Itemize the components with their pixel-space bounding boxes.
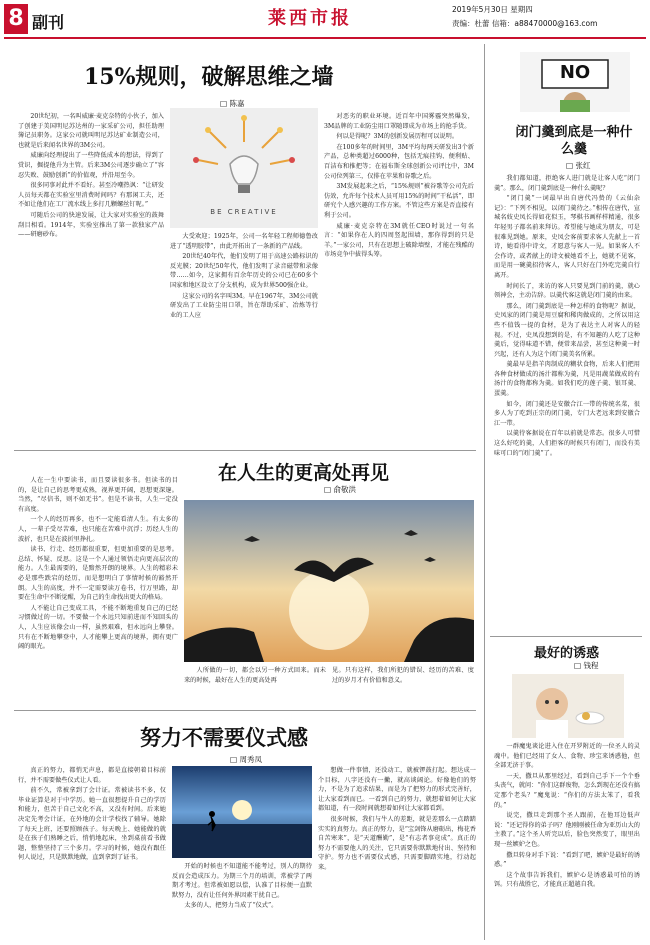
paragraph: 读书、行走、经历都很重要，但更加重要的是思考。总结、怀疑、反思。这是一个人通过领悟走向更高层次的能力。人生最需要的，是黯然开朗的境界。人生的精彩未必是那些跌宕的经历，而是想明白了事情时候的豁然开朗。人生的高度，并不一定需要读万卷书，行万里路，却要在生命中不断觉醒，为自己的生命找出更大的格局。 bbox=[18, 546, 178, 602]
paragraph: 太多的人，把努力当成了“仪式”。 bbox=[184, 902, 278, 910]
paragraph: 时间长了，来访的客人只要见到门前的羹，就心领神会，主动告辞。以羹代客这就是闭门羹的由来。 bbox=[494, 282, 640, 300]
paragraph: 想做一件事情，还没动工，就被锣鼓打起。想达成一个目标，八字还没有一撇，就高谈阔论。好像他们的努力，不是为了追求结果，而是为了把努力的形式完善好，让大家看到而已。一看到自己的努力，就想着如何让大家都知道，有一段时间就想着如何让大家都看到。 bbox=[318, 767, 476, 813]
no-sign-image bbox=[520, 52, 630, 112]
article-column bbox=[18, 476, 178, 704]
article-column bbox=[494, 742, 640, 938]
section-divider bbox=[490, 636, 642, 637]
paragraph: 如今，闭门羹还是安徽合江一带的传统名菜，很多人为了吃到正宗的闭门羹，专门大老远来到安徽合江一带。 bbox=[494, 400, 640, 427]
paragraph: 真正的努力，都悄无声息，都是直接朝着目标前行，并不需要做些仪式让人看。 bbox=[18, 767, 166, 784]
image-caption-text: BE CREATIVE bbox=[210, 208, 278, 216]
paragraph: 开始的时候也不知道能不能考过，别人的期待反而会造成压力。为期三个月的培训，常被学了两期才考过。但常被如愿以偿，认准了目标便一直默默努力，没有让任何外界因素干扰自己。 bbox=[172, 863, 312, 899]
article-column bbox=[324, 112, 474, 448]
paragraph: 人在一生中要读书，而且要读很多书。但读书的目的，是让自己的思考更成熟，视界更开阔，思想更深邃。当然，“尽信书，则不如无书”。但是不读书，人生一定没有高度。 bbox=[18, 477, 178, 513]
paragraph: 见。只有这样，我们所犯的错误、经历的苦难、度过的岁月才有价值和意义。 bbox=[332, 667, 474, 684]
article-title: 最好的诱惑 bbox=[534, 646, 600, 661]
section-divider bbox=[14, 450, 476, 451]
paragraph: 很多时候，我们与牛人的差距，就是差那么一点踏踏实实的真努力。真正的努力，是“宝剑锋从磨砺出，梅花香自苦寒来”，是“天道酬勤”，是“有志者事竟成”。真正的努力不需要他人的关注，它只需要你默默地付出、坚持和守护。努力也不需要仪式感，只需要脚踏实地，行动起来。 bbox=[318, 815, 476, 871]
article-column bbox=[318, 766, 476, 938]
no-sign-text: NO bbox=[559, 62, 591, 83]
article-author: □ 周秀凤 bbox=[230, 754, 262, 765]
article-author: □ 张红 bbox=[566, 160, 590, 171]
article-title: 努力不需要仪式感 bbox=[140, 725, 308, 750]
paragraph: 对恶劣的职业环境。近百年中国雾霾突然爆发，3M品牌的工业防尘用口罩随即成为市场上的抢手货。 bbox=[324, 113, 474, 130]
paragraph: 羹最早是指羊肉制成的糊状食物，后来人们把用各种食材做成的汤汁都称为羹，凡是用蔬菜做成的有汤汁的食物都称为羹。如我们吃的莲子羹、银耳羹、蛋羹。 bbox=[494, 361, 640, 398]
masthead: 莱西市报 bbox=[268, 8, 352, 29]
page-number: 8 bbox=[4, 4, 28, 34]
article-title: 闭门羹到底是一种什么羹 bbox=[515, 125, 633, 157]
article-column bbox=[18, 766, 166, 940]
paragraph: 这个故事告诉我们，嫉妒心是诱惑最可怕的诱饵。只有战胜它，才能真正超越自我。 bbox=[494, 871, 640, 889]
paragraph: 3M发展起来之后，“15%规则”被谷歌等公司先后仿效，允许每个技术人员可用15%的时间“干私活”，即研究个人感兴趣的工作方案。不管这些方案是否直接有利于公司。 bbox=[324, 183, 474, 219]
article-title: 15%规则，破解思维之墙 bbox=[84, 64, 334, 90]
article-column bbox=[170, 232, 318, 448]
paragraph: 威廉·麦克奈特在3M就任CEO时说过一句名言：“如果你在人的四周竖起围墙，那你得到的只是羊。”一家公司，只有在思想上破除墙壁，才能在残酷的市场竞争中拔得头筹。 bbox=[324, 222, 474, 259]
header-rule bbox=[4, 37, 646, 39]
paragraph: 一群魔鬼谈论进入住在开罗附近的一位圣人的灵魂中。他们已经用了女人、食物、珍宝来诱惑他，但全部无济于事。 bbox=[494, 743, 640, 770]
paragraph: 大受欢迎；1925年，公司一名年轻工程师德鲁改进了“透明胶带”，由此开拓出了一条新的产品线。 bbox=[170, 233, 318, 250]
caption-right bbox=[332, 666, 474, 708]
paragraph: 很多同事对此并不看好。甚至冷嘲热讽：“让研发人员每天都在实验室里消费时间吗？有那闲工夫，还不如让他们在工厂流水线上多打几颗螺丝钉呢。” bbox=[18, 182, 164, 209]
paragraph: 撒旦转身对手下说：“看到了吧，嫉妒是最好的诱惑。” bbox=[494, 851, 640, 869]
paragraph: 说完，撒旦走到那个圣人跟前，在他耳边低声说：“还记得你的弟子吗？他刚刚被任命为亚历山大的主教了。”这个圣人听完以后，脸色突然变了，眼里出现一丝嫉妒之色。 bbox=[494, 812, 640, 848]
birds-sunset-image bbox=[184, 500, 474, 662]
editor-line: 责编：杜蕾 信箱：a88470000@163.com bbox=[452, 19, 598, 28]
paragraph: 我们都知道，拒绝客人进门就是让客人吃“闭门羹”。那么，闭门羹到底是一种什么羹呢？ bbox=[494, 175, 640, 192]
issue-date: 2019年5月30日 星期四 bbox=[452, 5, 533, 14]
paragraph: 在100多年的时间里，3M平均每两天研发出3个新产品，总种类超过6000种，包括无痕挂钩、便利贴、百洁布和推把等；在福布斯全球创新公司评比中，3M公司位列第三，仅排在苹果和谷歌之后。 bbox=[324, 143, 474, 180]
paragraph: 这家公司的名字叫3M。早在1967年，3M公司就研发出了工业防尘用口罩，旨在帮助采矿、冶炼等行业的工人应 bbox=[170, 292, 318, 319]
article-title: 在人生的更高处再见 bbox=[218, 462, 390, 484]
baby-photo bbox=[512, 674, 624, 738]
creative-lightbulb-image bbox=[170, 108, 318, 228]
paragraph: 威廉向经理提出了一些降低成本的想法，得到了赏识，掘提他升为主管。后来3M公司逐步确立了“容忍失败、鼓励创新”的价值观，并沿用至今。 bbox=[18, 152, 164, 179]
article-author: □ 陈嘉 bbox=[220, 98, 244, 109]
article-column bbox=[172, 862, 312, 938]
article-column bbox=[494, 174, 640, 636]
paragraph: 20世纪初，一名叫威廉·麦克奈特的小伙子，加入了创建于美国明尼苏达州的一家采矿公司，担任助理簿记员职务。这家公司就叫明尼苏达矿业制造公司，也就是后来闻名世界的3M公司。 bbox=[18, 113, 164, 149]
paragraph: 人不能让自己变成工具，不能不断地重复自己的已经习惯做过的一切。不要做一个永远只知前进而不知回头的人，人生应该像会山一样，虽然艰难，但永远向上攀登。只有在不断地攀登中，人才能攀上更高的境界，拥有更广阔的眼光。 bbox=[18, 604, 178, 651]
paragraph: 前不久，常被拿到了会计证。常被读书不多，仅毕业证算是对于中学历。她一直很想提升自己的学历和能力，但苦于自己文化不高，又没有时间。后来她决定先考会计证，在外地的会计学校找了辅导。她除了每天上班，还要照顾孩子。每天晚上、她能做的就是在孩子们熟睡之后，悄悄地起床，坐到桌前看书做题，整整坚持了三个多月。学习的时候，她没有跟任何人说过，只是默默地做，直到拿到了证书。 bbox=[18, 787, 166, 862]
paragraph: 何以是得呢？3M的创新发展历程可以说明。 bbox=[336, 133, 459, 141]
caption-left bbox=[184, 666, 326, 708]
article-author: □ 钱程 bbox=[574, 660, 598, 671]
paragraph: 人所做的一切，都会以另一种方式回来。而未来的时候，最好在人生的更高处再 bbox=[184, 667, 326, 684]
paragraph: 一天，撒旦从那里经过，看到自己手下一个个垂头丧气，就问：“你们这群废物，怎么到现在还没有搞定那个老头？”魔鬼说：“你们的方法太笨了，看我的。” bbox=[494, 772, 640, 809]
paragraph: 那么，闭门羹到底是一种怎样的食物呢？据说，史凤家的闭门羹是用豆腐和稀肉做成的，之所以用这些不值钱一提的食材，是为了表达主人对客人的轻视。不过，史凤没想到的是，有不知趣的人吃了这种羹后，觉得味道不错，便常来品尝，甚至这种羹一时兴起，还有人为这个闭门羹美名所累。 bbox=[494, 302, 640, 358]
column-divider bbox=[484, 44, 485, 940]
runner-sunrise-image bbox=[172, 766, 312, 858]
article-column bbox=[18, 112, 164, 452]
paragraph: 可随后公司的快速发展，让大家对实验室的鼓舞刮目相看。1914年，实验室推出了第一款独家产品——研磨砂布。 bbox=[18, 211, 164, 239]
paragraph: 20世纪40年代，他们发明了用于高速公路标识的反光膜；20世纪50年代，他们发明了录音磁带和录像带……如今，这家拥有百余年历史的公司已在60多个国家和地区设立了分支机构，成为世界500强企业。 bbox=[170, 253, 318, 289]
section-name: 副刊 bbox=[32, 13, 65, 32]
paragraph: 以羹待客据说在百年以前就是常态。很多人可惜这么好吃的羹，人们拒客的时候只有闭门，而没有美味可口的“闭门羹”了。 bbox=[494, 430, 640, 457]
paragraph: “闭门羹”一词最早出自唐代冯贽的《云仙杂记》：“下列不相见，以闭门羹待之。”相传在唐代，宣城名妓史凤长得如花似玉，琴棋书画样样精通，很多年轻男子都名前来拜访。希望能与她成为朋友，可是很难见到她。原来，史凤会客前要求客人先献上一首诗，她看得中诗文，才愿意与客人一见。如果客人不会作诗，或者献上的诗文被她看不上，她就不见客，而是用一碗羹招待客人，客人只好在门外吃完羹自行离开。 bbox=[494, 195, 640, 279]
paragraph: 一个人的经历再多，也不一定能看清人生。有太多的人，一辈子受尽苦难，也只能在苦难中沉浮；历经人生的波折，也只是在波折里挣扎。 bbox=[18, 516, 178, 543]
section-divider bbox=[14, 710, 476, 711]
article-author: □ 俞敬洪 bbox=[324, 484, 356, 495]
